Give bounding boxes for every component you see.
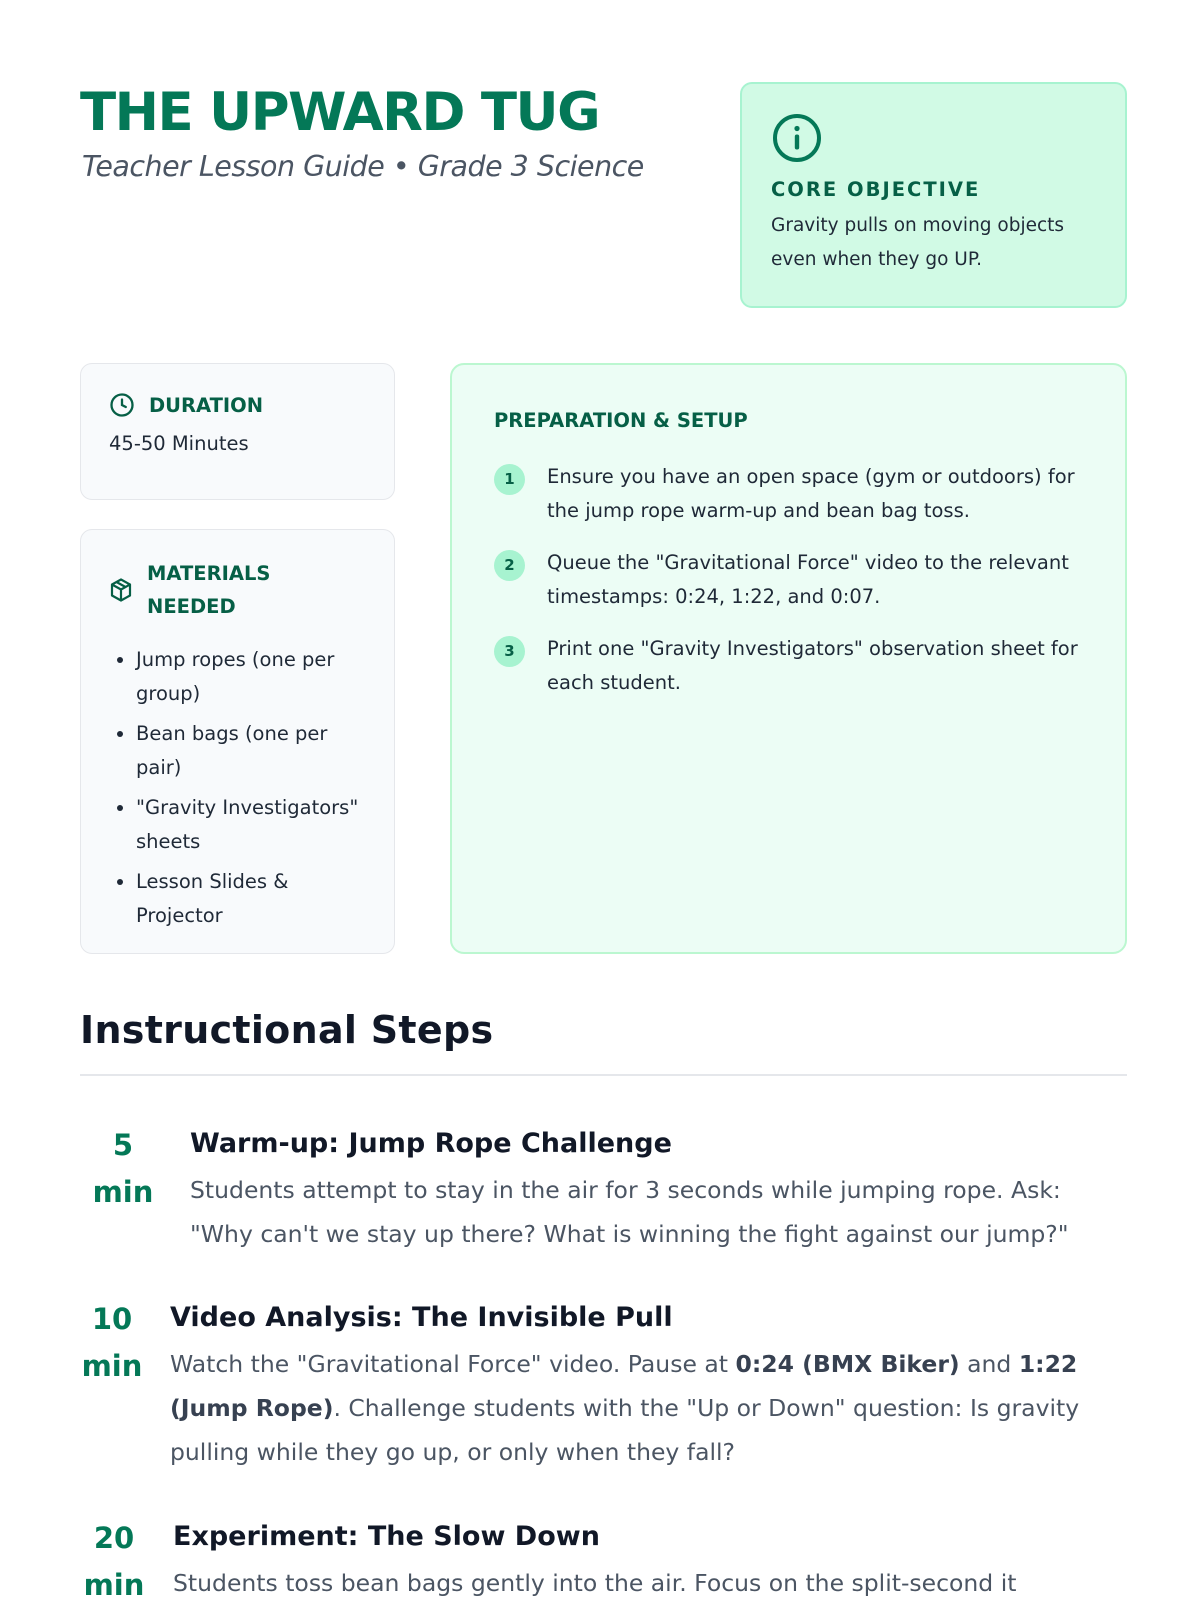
step-duration-unit: min [83, 1568, 145, 1602]
step-description-text: Watch the "Gravitational Force" video. Pause at [170, 1350, 736, 1378]
step-duration-value: 20 [93, 1521, 135, 1555]
instructional-steps-heading: Instructional Steps [80, 1008, 494, 1052]
preparation-text: Queue the "Gravitational Force" video to the relevant timestamps: 0:24, 1:22, and 0:07. [547, 551, 1069, 608]
preparation-list [494, 460, 1095, 700]
step-duration [80, 1122, 166, 1256]
step-description [170, 1342, 1120, 1474]
info-icon [771, 112, 823, 164]
materials-item: • Lesson Slides & Projector [136, 865, 374, 933]
duration-label: DURATION [149, 393, 264, 417]
materials-card [80, 529, 395, 954]
step-duration [80, 1296, 144, 1474]
preparation-label: PREPARATION & SETUP [494, 409, 748, 432]
step-duration [80, 1515, 148, 1609]
core-objective-card [740, 82, 1127, 308]
materials-item: • "Gravity Investigators" sheets [136, 791, 374, 859]
step-duration-unit: min [81, 1349, 143, 1383]
objective-label: CORE OBJECTIVE [771, 178, 981, 201]
materials-list [109, 643, 374, 933]
step-title: Experiment: The Slow Down [173, 1521, 600, 1552]
materials-label: MATERIALS NEEDED [147, 562, 271, 618]
step-description-text: . Challenge students with the "Up or Down" question: Is gravity pulling while they go up, or only when they fall? [170, 1394, 1080, 1466]
preparation-text: Print one "Gravity Investigators" observation sheet for each student. [547, 637, 1078, 694]
instruction-step [80, 1122, 1100, 1256]
step-content [170, 1296, 1120, 1474]
step-number-badge: 1 [494, 464, 525, 495]
duration-card [80, 363, 395, 500]
preparation-text: Ensure you have an open space (gym or outdoors) for the jump rope warm-up and bean bag toss. [547, 465, 1075, 522]
instruction-step [80, 1515, 1120, 1609]
preparation-item [494, 460, 1095, 528]
materials-item: • Jump ropes (one per group) [136, 643, 374, 711]
timestamp-highlight: 1:22 (Jump Rope) [170, 1350, 1078, 1422]
step-duration-value: 5 [112, 1128, 134, 1162]
section-divider [80, 1074, 1127, 1076]
materials-item: • Bean bags (one per pair) [136, 717, 374, 785]
preparation-item [494, 632, 1095, 700]
step-description: Students toss bean bags gently into the air. Focus on the split-second it [173, 1569, 1017, 1597]
preparation-item [494, 546, 1095, 614]
instruction-step [80, 1296, 1120, 1474]
clock-icon [109, 392, 135, 418]
page-title: THE UPWARD TUG [80, 82, 600, 143]
objective-text: Gravity pulls on moving objects even when they go UP. [771, 215, 1065, 270]
duration-header [109, 392, 367, 418]
step-title: Warm-up: Jump Rope Challenge [190, 1128, 672, 1159]
step-title: Video Analysis: The Invisible Pull [170, 1302, 673, 1333]
step-duration-unit: min [92, 1175, 154, 1209]
step-duration-value: 10 [91, 1302, 133, 1336]
duration-value: 45-50 Minutes [109, 432, 249, 455]
step-number-badge: 2 [494, 550, 525, 581]
timestamp-highlight: 0:24 (BMX Biker) [735, 1350, 960, 1378]
step-description: Students attempt to stay in the air for 3 seconds while jumping rope. Ask: "Why can't we stay up there? What is winning the fight against our jump?" [190, 1176, 1069, 1248]
page-subtitle: Teacher Lesson Guide • Grade 3 Science [82, 150, 644, 183]
step-description-text: and [959, 1350, 1019, 1378]
step-content [190, 1122, 1100, 1256]
preparation-card [450, 363, 1127, 954]
step-content [173, 1515, 1120, 1609]
cube-icon [109, 577, 133, 603]
step-number-badge: 3 [494, 636, 525, 667]
materials-header [109, 557, 374, 623]
